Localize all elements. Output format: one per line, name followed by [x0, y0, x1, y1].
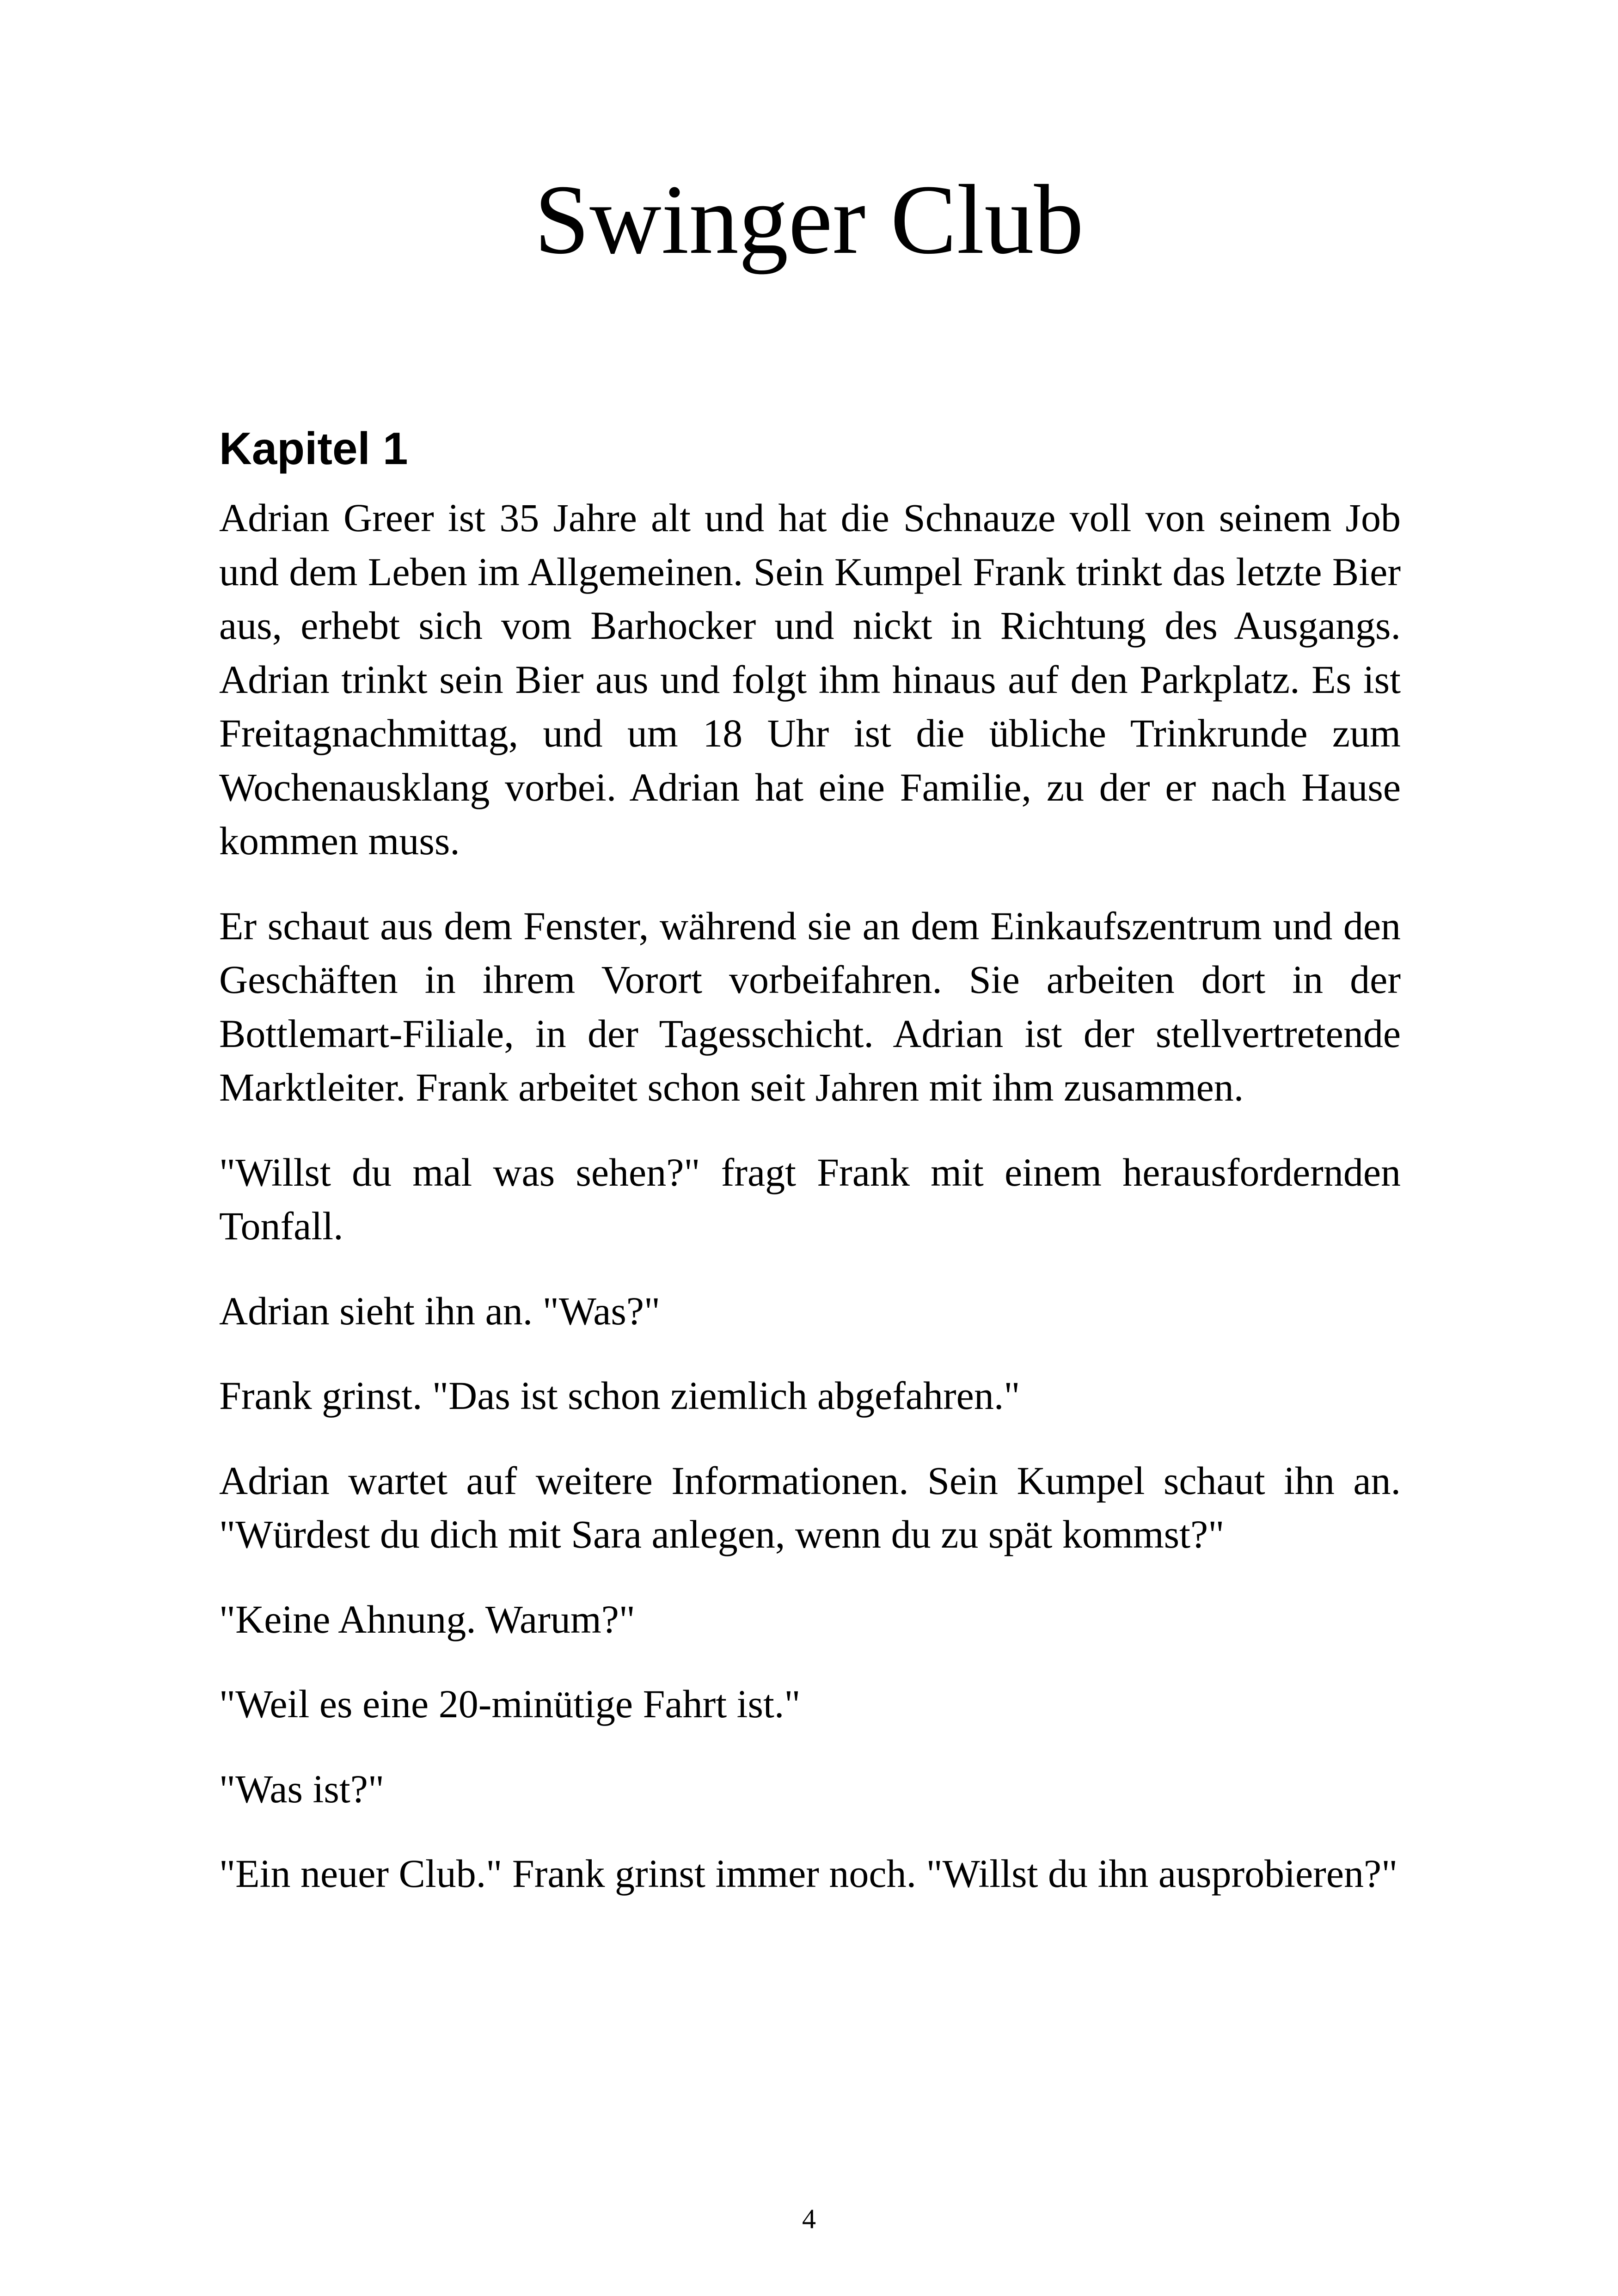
paragraph: Frank grinst. "Das ist schon ziemlich abgefahren." [219, 1373, 1020, 1418]
page-number: 4 [802, 2204, 816, 2234]
paragraph: Adrian Greer ist 35 Jahre alt und hat die Schnauze voll von seinem Job und dem Leben im Allgemeinen. Sein Kumpel Frank trinkt das letzte Bier aus, erhebt sich vom Barhocker und nickt in Richtung des Ausgangs. Adrian trinkt sein Bier aus und folgt ihm hinaus auf den Parkplatz. Es ist Freitagnachmittag, und um 18 Uhr ist die übliche Trinkrunde zum Wochenausklang vorbei. Adrian hat eine Familie, zu der er nach Hause kommen muss. [219, 496, 1401, 863]
paragraph: Er schaut aus dem Fenster, während sie an dem Einkaufszentrum und den Geschäften in ihrem Vorort vorbeifahren. Sie arbeiten dort in der Bottlemart-Filiale, in der Tagesschicht. Adrian ist der stellvertretende Marktleiter. Frank arbeitet schon seit Jahren mit ihm zusammen. [219, 903, 1401, 1109]
chapter-body [219, 491, 1401, 1932]
paragraph: Adrian sieht ihn an. "Was?" [219, 1288, 661, 1333]
paragraph: "Weil es eine 20-minütige Fahrt ist." [219, 1682, 801, 1726]
paragraph: "Was ist?" [219, 1766, 385, 1811]
chapter-heading: Kapitel 1 [219, 423, 408, 474]
paragraph: "Keine Ahnung. Warum?" [219, 1597, 636, 1641]
paragraph: "Willst du mal was sehen?" fragt Frank mit einem herausfordernden Tonfall. [219, 1150, 1401, 1248]
document-title: Swinger Club [534, 164, 1084, 275]
paragraph: Adrian wartet auf weitere Informationen. Sein Kumpel schaut ihn an. "Würdest du dich mit Sara anlegen, wenn du zu spät kommst?" [219, 1458, 1401, 1556]
paragraph: "Ein neuer Club." Frank grinst immer noch. "Willst du ihn ausprobieren?" [219, 1851, 1398, 1896]
